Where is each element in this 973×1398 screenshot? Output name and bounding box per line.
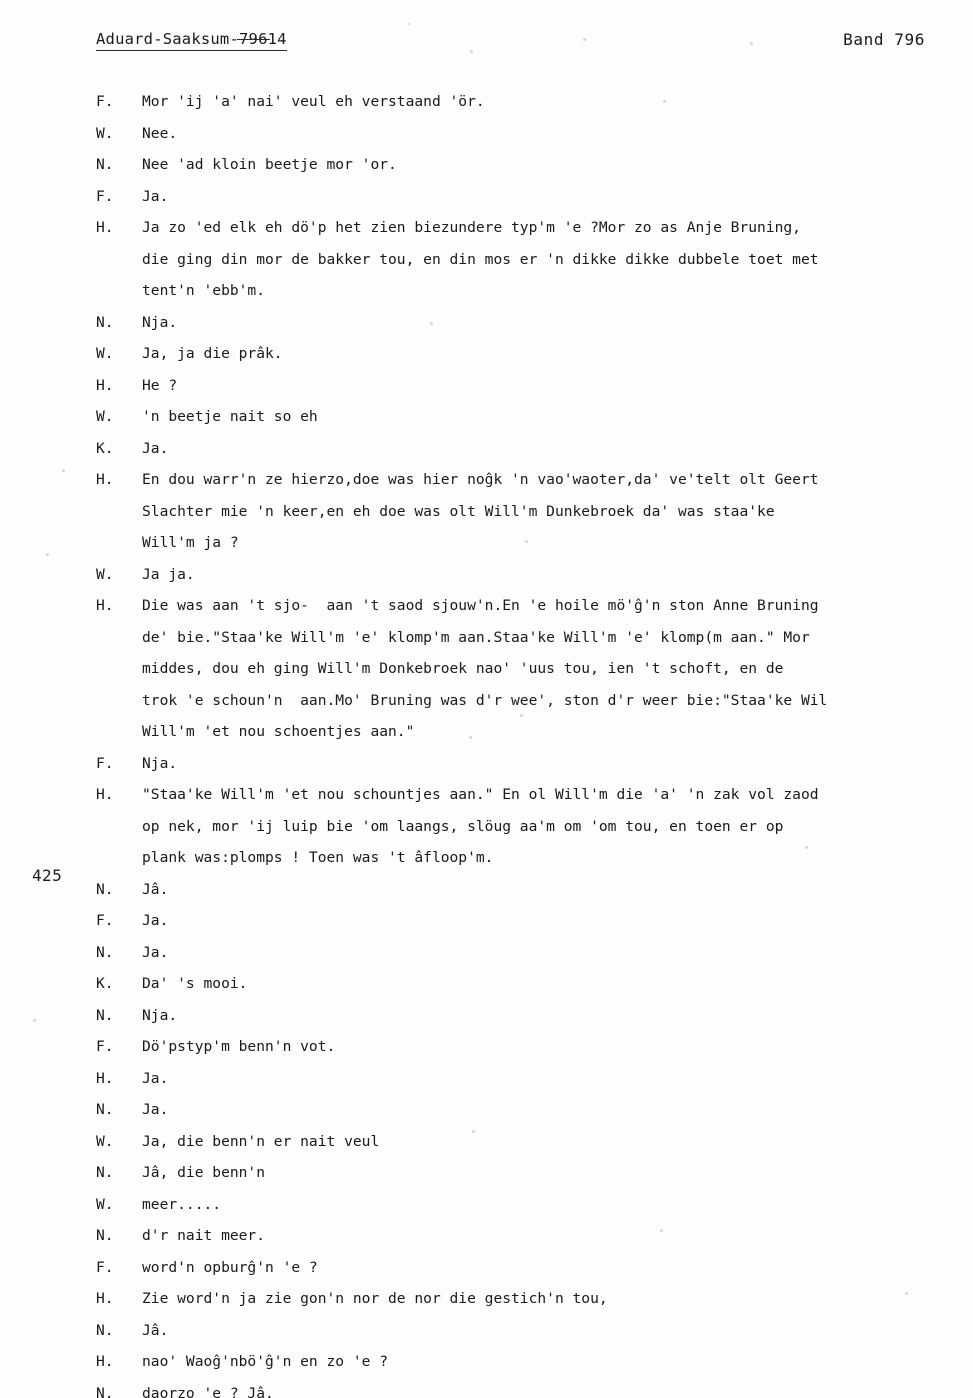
utterance-text: daorzo 'e ? Jâ. — [142, 1384, 274, 1398]
transcript-line — [96, 1220, 953, 1252]
utterance-text: Ja. — [142, 943, 169, 961]
utterance-text: Zie word'n ja zie gon'n nor de nor die gestich'n tou, — [142, 1290, 608, 1307]
header-left-struck-number: 79 — [238, 30, 259, 48]
utterance-text: Ja. — [142, 187, 169, 205]
utterance-text: Dö'pstyp'm benn'n vot. — [142, 1038, 336, 1055]
utterance-text: middes, dou eh ging Will'm Donkebroek nao' 'uus tou, ien 't schoft, en de — [142, 660, 784, 677]
speaker-label: F. — [96, 93, 114, 110]
transcript-line — [96, 779, 953, 811]
speaker-label: N. — [96, 1321, 114, 1339]
speaker-label: H. — [96, 1353, 114, 1370]
speaker-label: W. — [96, 1132, 114, 1150]
utterance-text: Ja, die benn'n er nait veul — [142, 1132, 380, 1150]
transcript-line — [96, 86, 953, 118]
utterance-text: op nek, mor 'ij luip bie 'om laangs, slöug aa'm om 'om tou, en toen er op — [142, 817, 784, 835]
transcript-line-continuation — [96, 496, 953, 528]
transcript-line-continuation — [96, 244, 953, 276]
transcript-line-continuation — [96, 685, 953, 717]
transcript-line — [96, 149, 953, 181]
header-left-struck-number-2: 6 — [258, 30, 268, 48]
speaker-label: H. — [96, 1290, 114, 1307]
utterance-text: Nja. — [142, 754, 178, 772]
transcript-line — [96, 118, 953, 150]
utterance-text: Nja. — [142, 1006, 178, 1024]
speaker-label: F. — [96, 754, 114, 772]
utterance-text: d'r nait meer. — [142, 1227, 266, 1244]
transcript-line-continuation — [96, 653, 953, 685]
transcript-line — [96, 338, 953, 370]
scan-speckle — [62, 469, 65, 472]
transcript-line-continuation — [96, 527, 953, 559]
transcript-line — [96, 370, 953, 402]
scan-speckle — [46, 553, 49, 556]
transcript-line-continuation — [96, 275, 953, 307]
speaker-label: N. — [96, 1227, 114, 1244]
header-left-title — [96, 30, 287, 51]
utterance-text: Da' 's mooi. — [142, 975, 248, 992]
transcript-line — [96, 937, 953, 969]
speaker-label: H. — [96, 597, 114, 614]
utterance-text: Ja zo 'ed elk eh dö'p het zien biezundere typ'm 'e ?Mor zo as Anje Bruning, — [142, 219, 801, 236]
transcript-line — [96, 874, 953, 906]
transcript-line — [96, 181, 953, 213]
transcript-line — [96, 1378, 953, 1398]
utterance-text: En dou warr'n ze hierzo,doe was hier noĝk 'n vao'waoter,da' ve'telt olt Geert — [142, 471, 819, 488]
transcript-body — [96, 86, 953, 1398]
utterance-text: "Staa'ke Will'm 'et nou schountjes aan." En ol Will'm die 'a' 'n zak vol zaod — [142, 786, 819, 803]
page-number: 425 — [32, 866, 63, 885]
utterance-text: die ging din mor de bakker tou, en din mos er 'n dikke dikke dubbele toet met — [142, 250, 819, 268]
speaker-label: N. — [96, 943, 114, 961]
speaker-label: F. — [96, 912, 114, 929]
utterance-text: Will'm ja ? — [142, 534, 239, 551]
transcript-line — [96, 1157, 953, 1189]
utterance-text: Nja. — [142, 313, 178, 331]
transcript-line — [96, 748, 953, 780]
speaker-label: F. — [96, 187, 114, 205]
scan-speckle — [408, 23, 410, 25]
utterance-text: Ja. — [142, 912, 169, 929]
utterance-text: Ja. — [142, 1069, 169, 1087]
utterance-text: 'n beetje nait so eh — [142, 408, 318, 425]
utterance-text: He ? — [142, 376, 178, 394]
transcript-line — [96, 968, 953, 1000]
speaker-label: N. — [96, 1006, 114, 1024]
utterance-text: Nee 'ad kloin beetje mor 'or. — [142, 156, 397, 173]
speaker-label: H. — [96, 1069, 114, 1087]
transcript-line — [96, 1315, 953, 1347]
speaker-label: H. — [96, 786, 114, 803]
transcript-line — [96, 464, 953, 496]
speaker-label: F. — [96, 1258, 114, 1276]
speaker-label: F. — [96, 1038, 114, 1055]
utterance-text: Ja. — [142, 1101, 169, 1118]
transcript-line — [96, 1063, 953, 1095]
transcript-line — [96, 307, 953, 339]
speaker-label: W. — [96, 408, 114, 425]
utterance-text: Will'm 'et nou schoentjes aan." — [142, 723, 415, 740]
transcript-line — [96, 1031, 953, 1063]
header-left-suffix: 14 — [267, 30, 287, 48]
utterance-text: Jâ. — [142, 1321, 169, 1339]
transcript-line — [96, 559, 953, 591]
scan-speckle — [33, 1019, 36, 1022]
speaker-label: N. — [96, 1164, 114, 1181]
utterance-text: Ja ja. — [142, 565, 195, 583]
utterance-text: Die was aan 't sjo- aan 't saod sjouw'n.En 'e hoile mö'ĝ'n ston Anne Bruning — [142, 597, 819, 614]
transcript-line-continuation — [96, 842, 953, 874]
transcript-line — [96, 212, 953, 244]
transcript-line — [96, 1000, 953, 1032]
page-header — [96, 30, 925, 56]
utterance-text: de' bie."Staa'ke Will'm 'e' klomp'm aan.Staa'ke Will'm 'e' klomp(m aan." Mor — [142, 628, 810, 646]
transcript-line — [96, 1346, 953, 1378]
transcript-line — [96, 401, 953, 433]
utterance-text: Ja. — [142, 439, 169, 457]
utterance-text: trok 'e schoun'n aan.Mo' Bruning was d'r wee', ston d'r weer bie:"Staa'ke Wil — [142, 691, 828, 709]
speaker-label: K. — [96, 975, 114, 992]
utterance-text: Jâ, die benn'n — [142, 1164, 266, 1181]
speaker-label: N. — [96, 1101, 114, 1118]
speaker-label: H. — [96, 219, 114, 236]
speaker-label: W. — [96, 124, 114, 142]
transcript-line — [96, 590, 953, 622]
speaker-label: W. — [96, 1195, 114, 1213]
transcript-line — [96, 1189, 953, 1221]
utterance-text: meer..... — [142, 1195, 222, 1213]
transcript-line — [96, 905, 953, 937]
header-band-label: Band 796 — [843, 30, 925, 49]
transcript-line — [96, 433, 953, 465]
utterance-text: Ja, ja die prâk. — [142, 345, 283, 362]
transcript-line — [96, 1252, 953, 1284]
utterance-text: tent'n 'ebb'm. — [142, 282, 266, 299]
utterance-text: Jâ. — [142, 880, 169, 898]
utterance-text: nao' Waoĝ'nbö'ĝ'n en zo 'e ? — [142, 1353, 389, 1370]
transcript-line-continuation — [96, 716, 953, 748]
transcript-line-continuation — [96, 811, 953, 843]
utterance-text: Nee. — [142, 124, 178, 142]
transcript-line — [96, 1094, 953, 1126]
transcript-line — [96, 1283, 953, 1315]
header-left-prefix: Aduard-Saaksum- — [96, 30, 239, 48]
speaker-label: K. — [96, 439, 114, 457]
speaker-label: H. — [96, 471, 114, 488]
utterance-text: Mor 'ij 'a' nai' veul eh verstaand 'ör. — [142, 93, 485, 110]
speaker-label: N. — [96, 1384, 114, 1398]
speaker-label: N. — [96, 156, 114, 173]
speaker-label: N. — [96, 880, 114, 898]
transcript-line-continuation — [96, 622, 953, 654]
transcript-line — [96, 1126, 953, 1158]
utterance-text: plank was:plomps ! Toen was 't âfloop'm. — [142, 849, 494, 866]
speaker-label: N. — [96, 313, 114, 331]
utterance-text: Slachter mie 'n keer,en eh doe was olt Will'm Dunkebroek da' was staa'ke — [142, 502, 775, 520]
speaker-label: W. — [96, 345, 114, 362]
speaker-label: H. — [96, 376, 114, 394]
speaker-label: W. — [96, 565, 114, 583]
utterance-text: word'n opburĝ'n 'e ? — [142, 1258, 318, 1276]
